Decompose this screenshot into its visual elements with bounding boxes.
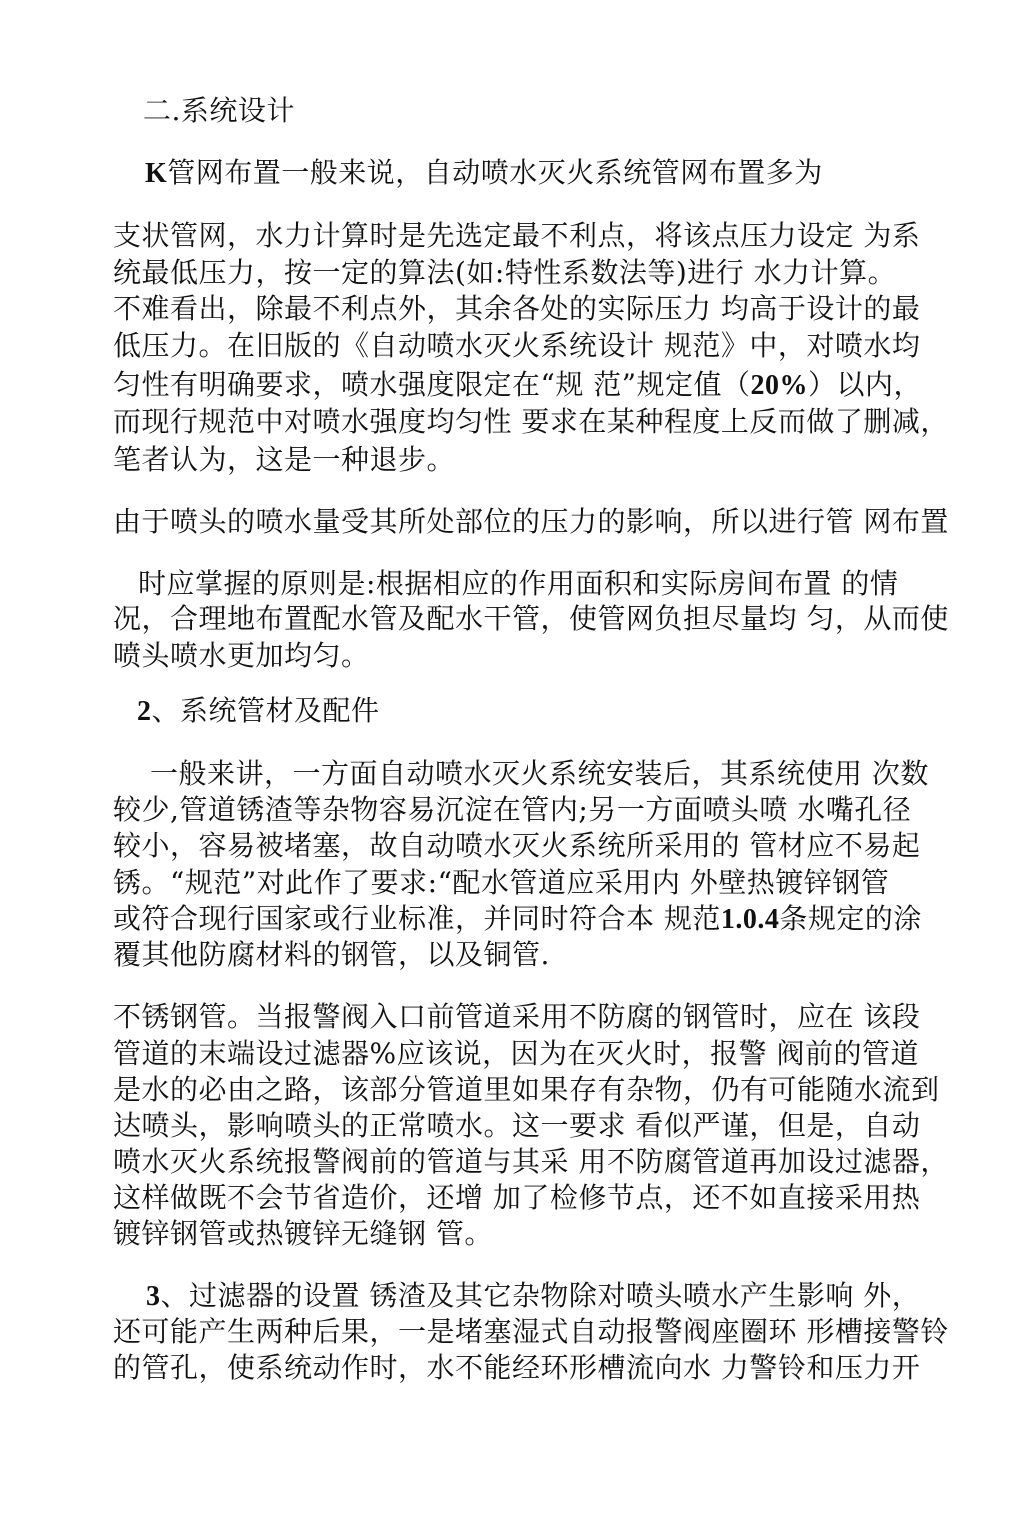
part1-para1-line-5-tail: ）以内，	[808, 368, 923, 401]
part2-title-text: 、系统管材及配件	[151, 694, 380, 727]
part1-para1-line: 不难看出，除最不利点外，其余各处的实际压力 均高于设计的最	[113, 292, 921, 325]
part2-para1-line: 一般来讲，一方面自动喷水灭火系统安装后，其系统使用 次数	[150, 757, 929, 790]
part2-para2-line: 镀锌钢管或热镀锌无缝钢 管。	[113, 1217, 493, 1250]
part2-para1-line: 覆其他防腐材料的钢管，以及铜管.	[113, 938, 550, 971]
part2-para1-line: 锈。“规范”对此作了要求:“配水管道应采用内 外壁热镀锌钢管	[113, 866, 890, 899]
part2-para2-line: 不锈钢管。当报警阀入口前管道采用不防腐的钢管时，应在 该段	[113, 1000, 921, 1033]
part1-percent-value: 20%	[750, 370, 809, 401]
part1-title-text: 管网布置一般来说，自动喷水灭火系统管网布置多为	[167, 156, 823, 189]
part2-para1-line: 较小，容易被堵塞，故自动喷水灭火系统所采用的 管材应不易起	[113, 829, 921, 862]
part2-para1-line-5-tail: 条规定的涂	[779, 902, 922, 935]
part2-title	[137, 692, 380, 730]
part2-para2-line: 喷水灭火系统报警阀前的管道与其采 用不防腐管道再加设过滤器，	[113, 1145, 949, 1178]
part3-line: 还可能产生两种后果，一是堵塞湿式自动报警阀座圈环 形槽接警铃	[113, 1315, 949, 1348]
part2-title-num: 2	[137, 696, 152, 727]
part1-para1-line-5-text: 匀性有明确要求，喷水强度限定在“规 范”规定值（	[113, 368, 751, 401]
part2-para2-line: 达喷头，影响喷头的正常喷水。这一要求 看似严谨，但是，自动	[113, 1109, 921, 1142]
part3-line: 的管孔，使系统动作时，水不能经环形槽流向水 力警铃和压力开	[113, 1351, 921, 1384]
part2-para2-line: 这样做既不会节省造价，还增 加了检修节点，还不如直接采用热	[113, 1181, 921, 1214]
part2-para1-line-5	[113, 900, 922, 938]
part1-para2-line: 由于喷头的喷水量受其所处部位的压力的影响，所以进行管 网布置	[113, 505, 949, 538]
part1-para1-line: 笔者认为，这是一种退步。	[113, 443, 456, 476]
part3-title-text: 、过滤器的设置 锈渣及其它杂物除对喷头喷水产生影响 外，	[160, 1279, 921, 1312]
part1-para3-line: 喷头喷水更加均匀。	[113, 639, 370, 672]
part2-para1-line: 较少,管道锈渣等杂物容易沉淀在管内;另一方面喷头喷 水嘴孔径	[113, 793, 912, 826]
part2-clause-number: 1.0.4	[720, 904, 780, 935]
part1-para1-line: 而现行规范中对喷水强度均匀性 要求在某种程度上反而做了删减，	[113, 405, 949, 438]
section-heading: 二.系统设计	[143, 94, 295, 127]
part1-para1-line: 统最低压力，按一定的算法(如:特性系数法等)进行 水力计算。	[113, 256, 897, 289]
part3-title-num: 3	[146, 1281, 161, 1312]
part1-para3-line: 时应掌握的原则是:根据相应的作用面积和实际房间布置 的情	[138, 567, 899, 600]
part2-para1-line-5-text: 或符合现行国家或行业标准，并同时符合本 规范	[113, 902, 721, 935]
part1-title	[145, 154, 823, 192]
part1-para1-line-5	[113, 366, 922, 404]
part2-para2-line: 是水的必由之路，该部分管道里如果存有杂物，仍有可能随水流到	[113, 1073, 940, 1106]
part1-title-num: K	[145, 158, 168, 189]
part3-title-line	[146, 1277, 920, 1315]
part1-para1-line: 支状管网，水力计算时是先选定最不利点，将该点压力设定 为系	[113, 219, 921, 252]
part1-para3-line: 况，合理地布置配水管及配水干管，使管网负担尽量均 匀，从而使	[113, 602, 949, 635]
part2-para2-line: 管道的末端设过滤器%应该说，因为在灭火时，报警 阀前的管道	[113, 1037, 920, 1070]
part1-para1-line: 低压力。在旧版的《自动喷水灭火系统设计 规范》中，对喷水均	[113, 329, 921, 362]
